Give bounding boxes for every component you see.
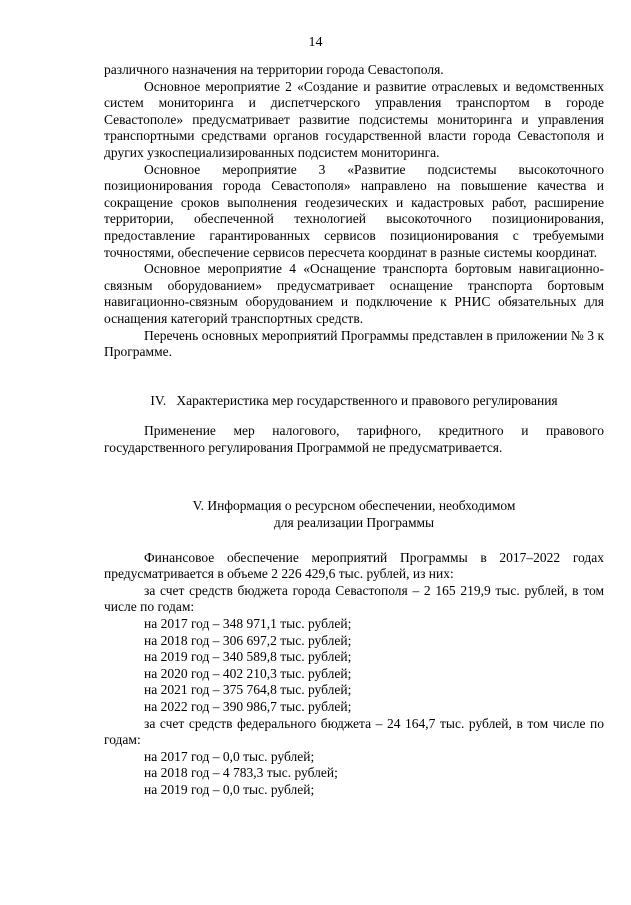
funding-intro: Финансовое обеспечение мероприятий Программы в 2017–2022 годах предусматривается в объеме 2 226 429,6 тыс. рублей, из них: xyxy=(104,549,604,582)
list-item: на 2021 год – 375 764,8 тыс. рублей; xyxy=(144,682,352,698)
section-v-heading xyxy=(104,498,604,531)
paragraph-measure-2: Основное мероприятие 2 «Создание и развитие отраслевых и ведомственных систем мониторинга и диспетчерского управления транспортом в городе Севастополе» предусматривает развитие подсистемы мониторинга и управления транспортными средствами органов государственной власти города Севастополя и других узкоспециализированных подсистем мониторинга. xyxy=(104,78,604,160)
paragraph-continuation: различного назначения на территории города Севастополя. xyxy=(104,62,444,77)
list-item: на 2017 год – 0,0 тыс. рублей; xyxy=(144,748,315,764)
paragraph-measures-list: Перечень основных мероприятий Программы представлен в приложении № 3 к Программе. xyxy=(104,327,604,360)
city-budget-total: за счет средств бюджета города Севастополя – 2 165 219,9 тыс. рублей, в том числе по годам: xyxy=(104,582,604,615)
document-body xyxy=(104,62,604,799)
section-iv-text: Применение мер налогового, тарифного, кредитного и правового государственного регулирования Программой не предусматривается. xyxy=(104,423,604,455)
federal-budget-total: за счет средств федерального бюджета – 24 164,7 тыс. рублей, в том числе по годам: xyxy=(104,715,604,748)
section-iv-heading: IV. Характеристика мер государственного и правового регулирования xyxy=(150,392,558,408)
section-v-heading-line2: для реализации Программы xyxy=(273,515,435,531)
list-item: на 2020 год – 402 210,3 тыс. рублей; xyxy=(144,665,352,681)
list-item: на 2019 год – 340 589,8 тыс. рублей; xyxy=(144,649,352,665)
federal-budget-years xyxy=(104,749,604,799)
section-v-heading-line1: V. Информация о ресурсном обеспечении, необходимом xyxy=(192,498,516,514)
list-item: на 2018 год – 4 783,3 тыс. рублей; xyxy=(144,765,338,781)
list-item: на 2019 год – 0,0 тыс. рублей; xyxy=(144,781,315,797)
list-item: на 2022 год – 390 986,7 тыс. рублей; xyxy=(144,699,352,714)
list-item: на 2017 год – 348 971,1 тыс. рублей; xyxy=(144,616,352,632)
city-budget-years xyxy=(104,616,604,716)
page-number: 14 xyxy=(308,35,323,50)
paragraph-measure-4: Основное мероприятие 4 «Оснащение транспорта бортовым навигационно-связным оборудованием» предусматривает оснащение транспорта бортовым навигационно-связным оборудованием и подключение к РНИС обязательных для оснащения категорий транспортных средств. xyxy=(104,261,604,326)
list-item: на 2018 год – 306 697,2 тыс. рублей; xyxy=(144,632,352,648)
paragraph-measure-3: Основное мероприятие 3 «Развитие подсистемы высокоточного позиционирования города Севастополя» направлено на повышение качества и сокращение сроков выполнения геодезических и кадастровых работ, расширение территории, обеспеченной технологией высокоточного позиционирования, предоставление гарантированных сервисов позиционирования с требуемыми точностями, обеспечение сервисов пересчета координат в разные системы координат. xyxy=(104,161,604,260)
